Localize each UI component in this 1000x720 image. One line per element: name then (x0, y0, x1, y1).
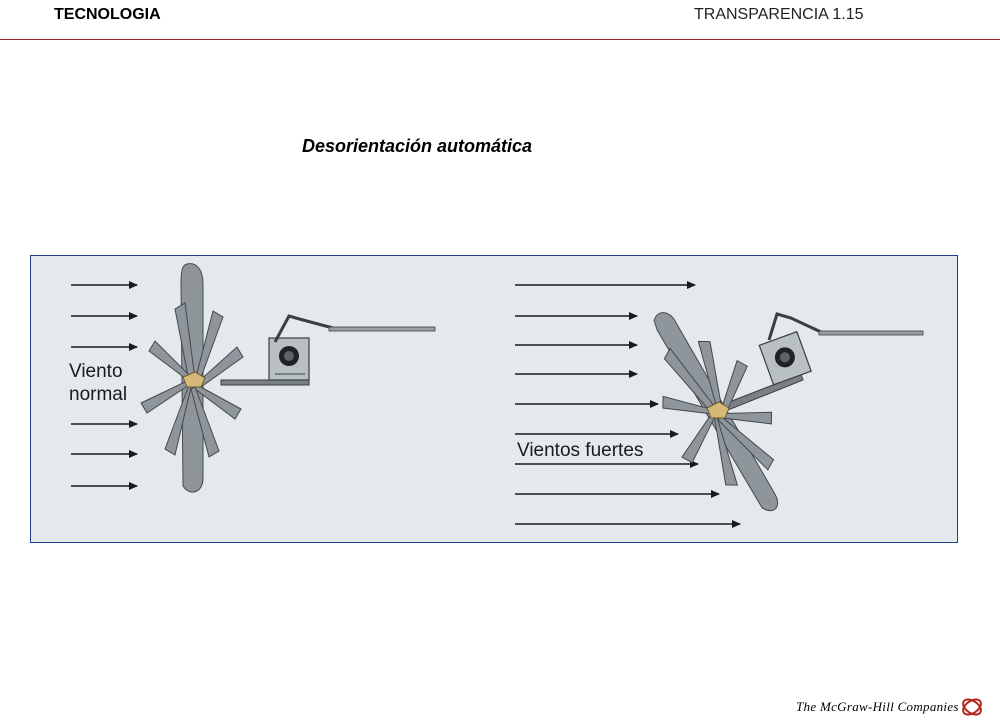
normal-wind-label-line1: Viento (69, 361, 123, 382)
normal-wind-label-line2: normal (69, 384, 128, 405)
windmill-diagram (30, 255, 958, 543)
slide-title: Desorientación automática (302, 136, 533, 156)
publisher-logo-text: The McGraw-Hill Companies (796, 699, 959, 714)
header-slide-number: TRANSPARENCIA 1.15 (694, 6, 864, 23)
header-subject: TECNOLOGIA (54, 6, 161, 23)
publisher-logo (796, 694, 985, 720)
windmill-normal-icon (141, 264, 435, 492)
strong-wind-label: Vientos fuertes (517, 440, 644, 461)
publisher-emblem-icon (959, 695, 985, 719)
diagram-illustration (31, 256, 957, 542)
header-divider (0, 39, 1000, 40)
windmill-strong-icon (632, 309, 923, 516)
